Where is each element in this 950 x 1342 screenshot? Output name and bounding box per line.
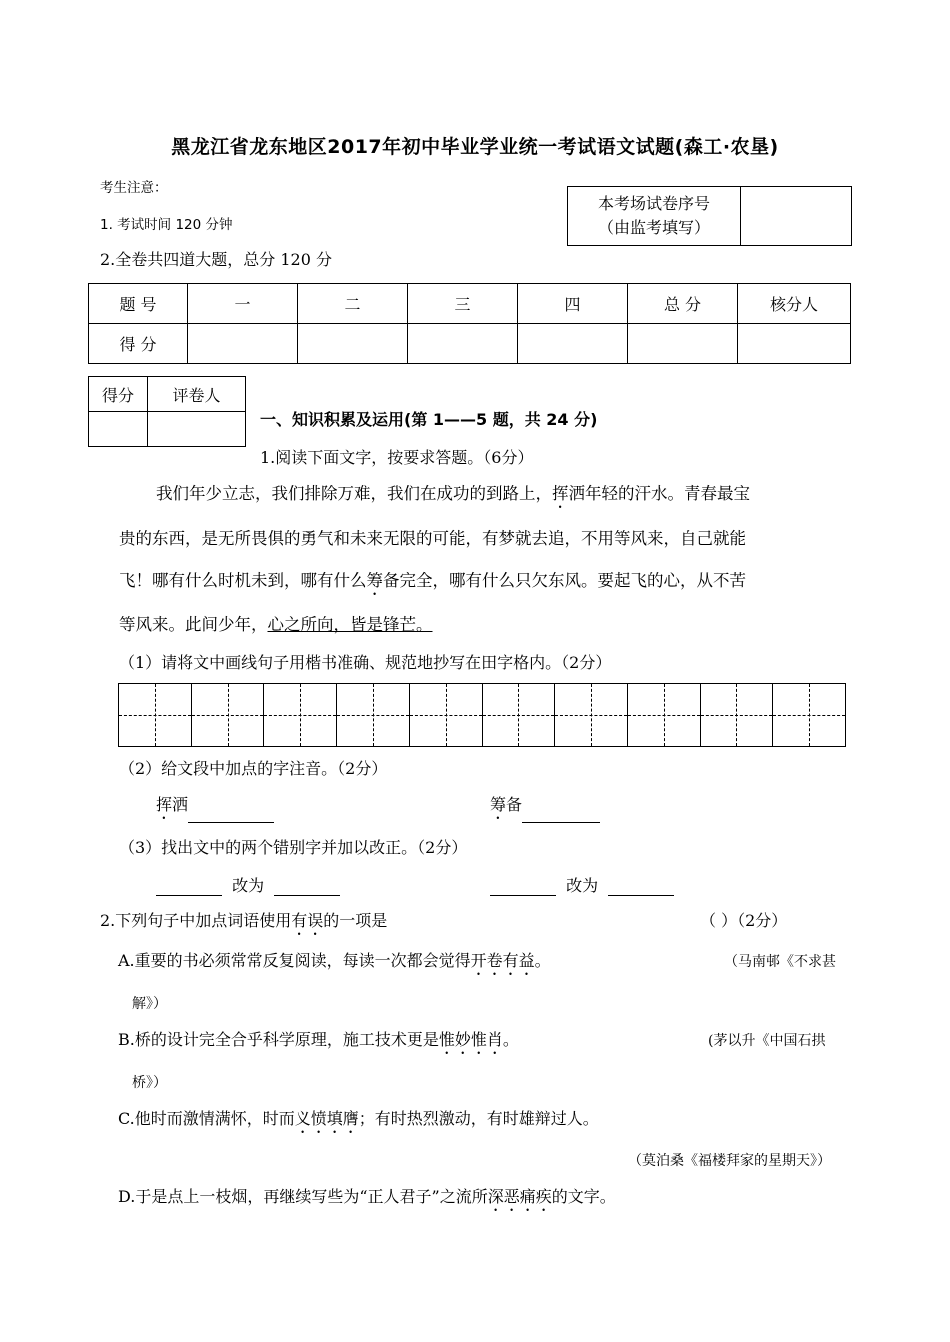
score-cell-4[interactable]: [518, 324, 628, 364]
passage-line-2: 贵的东西，是无所畏俱的勇气和未来无限的可能，有梦就去追，不用等风来，自己就能: [119, 529, 746, 548]
score-header-1: 一: [188, 284, 298, 324]
score-cell-total[interactable]: [628, 324, 738, 364]
option-b-source-cont: 桥》）: [132, 1075, 167, 1091]
serial-input-cell[interactable]: [741, 187, 852, 246]
grader-name-cell[interactable]: [148, 412, 246, 447]
score-cell-3[interactable]: [408, 324, 518, 364]
grid-cell[interactable]: [337, 684, 410, 746]
grid-cell[interactable]: [264, 684, 337, 746]
correction-row-1: 改为: [156, 873, 340, 896]
pinyin-item-2: 筹备: [490, 792, 600, 823]
grader-score-cell[interactable]: [89, 412, 148, 447]
score-table: [88, 283, 851, 364]
grader-table: [88, 376, 246, 447]
passage-line-3: 飞！哪有什么时机未到，哪有什么筹备完全，哪有什么只欠东风。要起飞的心，从不苦: [119, 571, 746, 590]
grid-cell[interactable]: [410, 684, 483, 746]
underlined-sentence: 心之所向，皆是锋芒。: [267, 615, 433, 634]
sub-question-1: （1）请将文中画线句子用楷书准确、规范地抄写在田字格内。（2分）: [119, 653, 612, 672]
grader-name-label: 评卷人: [148, 377, 246, 412]
score-header-2: 二: [298, 284, 408, 324]
question-1: 1.阅读下面文字，按要求答题。（6分）: [260, 448, 534, 467]
passage-line-4: 等风来。此间少年，心之所向，皆是锋芒。: [119, 615, 433, 634]
option-b: B.桥的设计完全合乎科学原理，施工技术更是惟妙惟肖。: [118, 1030, 519, 1049]
score-row-label: 得 分: [89, 324, 188, 364]
notice-heading: 考生注意：: [100, 180, 168, 196]
question-2: 2.下列句子中加点词语使用有误的一项是: [100, 911, 388, 930]
correct-char-1[interactable]: [274, 877, 340, 896]
sub-question-2: （2）给文段中加点的字注音。（2分）: [119, 759, 388, 778]
pinyin-answer-1[interactable]: [188, 804, 274, 823]
score-header-label: 题 号: [89, 284, 188, 324]
tianzige-grid[interactable]: [118, 683, 846, 747]
grid-cell[interactable]: [701, 684, 774, 746]
score-header-total: 总 分: [628, 284, 738, 324]
exam-title: 黑龙江省龙东地区2017年初中毕业学业统一考试语文试题(森工·农垦): [171, 136, 779, 158]
wrong-char-1[interactable]: [156, 877, 222, 896]
wrong-char-2[interactable]: [490, 877, 556, 896]
score-cell-2[interactable]: [298, 324, 408, 364]
notice-item-time: 1. 考试时间 120 分钟: [100, 217, 233, 233]
grid-cell[interactable]: [628, 684, 701, 746]
grid-cell[interactable]: [555, 684, 628, 746]
option-c-source: （莫泊桑《福楼拜家的星期天》）: [628, 1153, 831, 1169]
option-a-source: （马南邨《不求甚: [724, 954, 836, 970]
correction-row-2: 改为: [490, 873, 674, 896]
sub-question-3: （3）找出文中的两个错别字并加以改正。（2分）: [119, 838, 468, 857]
passage-line-1: 我们年少立志，我们排除万难，我们在成功的到路上，挥洒年轻的汗水。青春最宝: [156, 484, 750, 503]
option-d: D.于是点上一枝烟，再继续写些为“正人君子”之流所深恶痛疾的文字。: [118, 1187, 616, 1206]
option-b-source: (茅以升《中国石拱: [708, 1033, 826, 1049]
grader-score-label: 得分: [89, 377, 148, 412]
question-2-answer-blank[interactable]: （ ）（2分）: [700, 911, 788, 930]
option-a: A.重要的书必须常常反复阅读，每读一次都会觉得开卷有益。: [118, 951, 551, 970]
serial-label: 本考场试卷序号 （由监考填写）: [568, 187, 741, 246]
score-cell-1[interactable]: [188, 324, 298, 364]
section1-heading: 一、知识积累及运用(第 1——5 题，共 24 分): [260, 410, 598, 429]
notice-item-total: 2.全卷共四道大题，总分 120 分: [100, 250, 332, 269]
grid-cell[interactable]: [192, 684, 265, 746]
pinyin-item-1: 挥洒: [156, 792, 274, 823]
grid-cell[interactable]: [483, 684, 556, 746]
option-a-source-cont: 解》）: [132, 996, 167, 1012]
grid-cell[interactable]: [119, 684, 192, 746]
score-header-3: 三: [408, 284, 518, 324]
serial-number-box: [567, 186, 852, 246]
pinyin-answer-2[interactable]: [522, 804, 600, 823]
correct-char-2[interactable]: [608, 877, 674, 896]
score-cell-checker[interactable]: [738, 324, 851, 364]
score-header-checker: 核分人: [738, 284, 851, 324]
option-c: C.他时而激情满怀，时而义愤填膺；有时热烈激动，有时雄辩过人。: [118, 1109, 599, 1128]
score-header-4: 四: [518, 284, 628, 324]
grid-cell[interactable]: [773, 684, 845, 746]
